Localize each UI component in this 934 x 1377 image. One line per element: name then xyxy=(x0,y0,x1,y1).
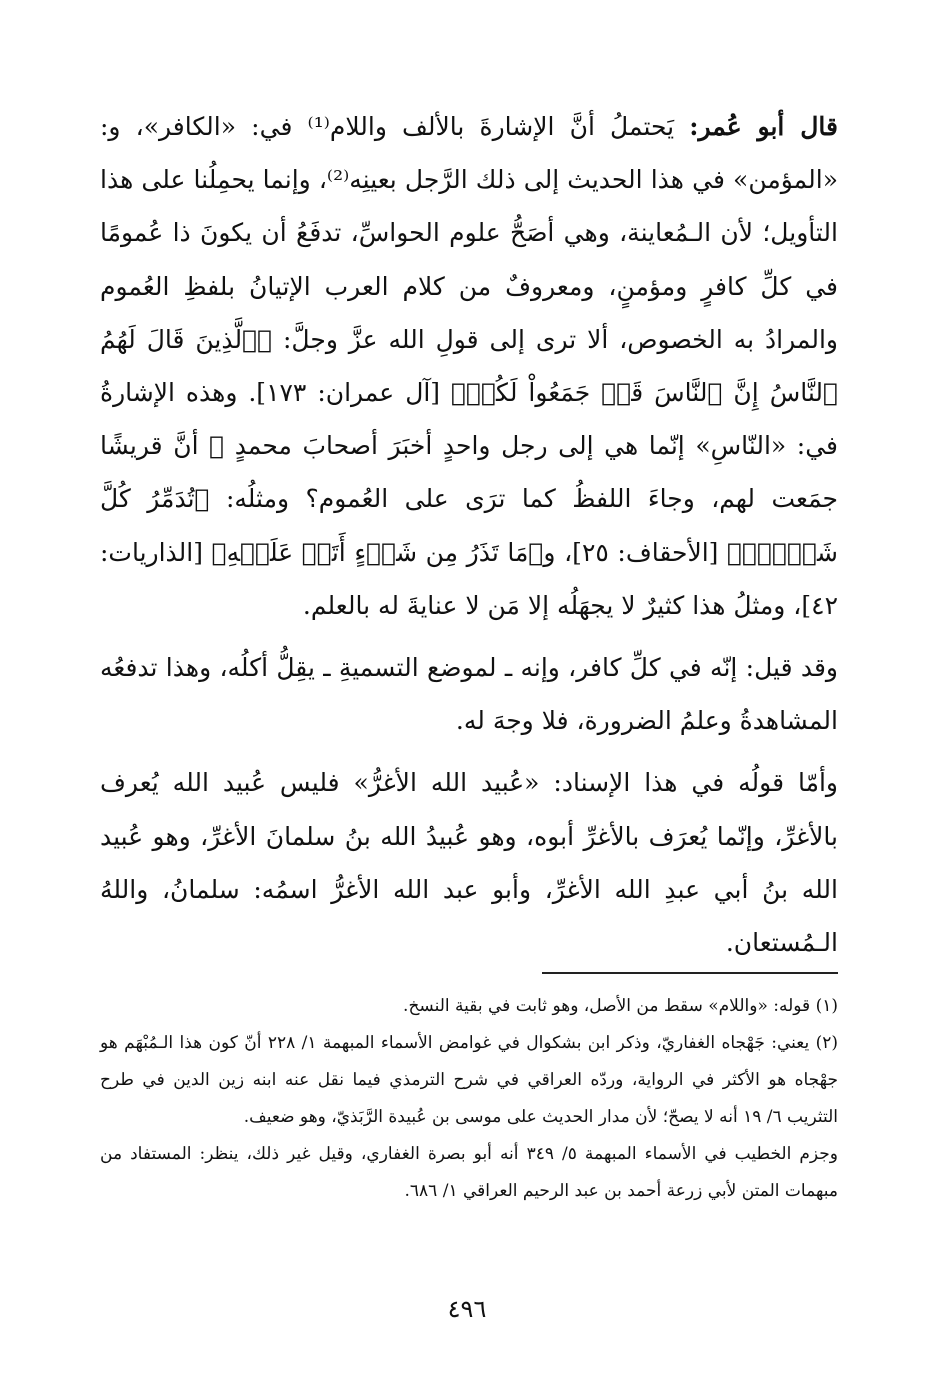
main-text xyxy=(100,100,838,969)
page-number: ٤٩٦ xyxy=(447,1295,487,1323)
footnote-divider xyxy=(542,972,838,974)
paragraph-3: وأمّا قولُه في هذا الإسناد: «عُبيد الله الأغرُّ» فليس عُبيد الله يُعرف بالأغرِّ، وإنّما يُعرَف بالأغرِّ أبوه، وهو عُبيدُ الله بنُ سلمانَ الأغرِّ، وهو عُبيد الله بنُ أبي عبدِ الله الأغرِّ، وأبو عبد الله الأغرُّ اسمُه: سلمانُ، واللهُ الـمُستعان. xyxy=(100,768,838,958)
footnote-2: (٢) يعني: جَهْجاه الغفاريّ، وذكر ابن بشكوال في غوامض الأسماء المبهمة ١/ ٢٢٨ أنّ كون هذا الـمُبْهَم هو جهْجاه هو الأكثر في الرواية، وردّه العراقي في شرح الترمذي فيما نقل عنه ابنه زين الدين في طرح التثريب ٦/ ١٩ أنه لا يصحّ؛ لأن مدار الحديث على موسى بن عُبيدة الرَّبَذيّ، وهو ضعيف. xyxy=(100,1033,838,1127)
footnote-2-continued: وجزم الخطيب في الأسماء المبهمة ٥/ ٣٤٩ أنه أبو بصرة الغفاري، وقيل غير ذلك، ينظر: المستفاد من مبهمات المتن لأبي زرعة أحمد بن عبد الرحيم العراقي ١/ ٦٨٦. xyxy=(100,1144,838,1201)
footnote-1: (١) قوله: «واللام» سقط من الأصل، وهو ثابت في بقية النسخ. xyxy=(403,996,838,1016)
paragraph-1 xyxy=(100,100,838,632)
paragraph-2: وقد قيل: إنّه في كلِّ كافر، وإنه ـ لموضع التسميةِ ـ يقِلُّ أكلُه، وهذا تدفعُه المشاهدةُ وعلمُ الضرورة، فلا وجهَ له. xyxy=(100,653,838,736)
paragraph-1-lead: قال أبو عُمر: xyxy=(689,112,838,141)
paragraph-1-text: يَحتملُ أنَّ الإشارةَ بالألف واللام⁽¹⁾ في: «الكافر»، و: «المؤمن» في هذا الحديث إلى ذلك الرَّجل بعينِه⁽²⁾، وإنما يحمِلُنا على هذا التأويل؛ لأن الـمُعاينة، وهي أصَحُّ علوم الحواسِّ، تدفَعُ أن يكونَ ذا عُمومًا في كلِّ كافرٍ ومؤمنٍ، ومعروفٌ من كلام العرب الإتيانُ بلفظِ العُموم والمرادُ به الخصوص، ألا ترى إلى قولِ الله عزَّ وجلَّ: ﴿ٱلَّذِينَ قَالَ لَهُمُ ٱلنَّاسُ إِنَّ ٱلنَّاسَ قَدۡ جَمَعُواْ لَكُمۡ﴾ [آل عمران: ١٧٣]. وهذه الإشارةُ في: «النّاسِ» إنّما هي إلى رجل واحدٍ أخبَرَ أصحابَ محمدٍ ﷺ أنَّ قريشًا جمَعت لهم، وجاءَ اللفظُ كما ترَى على العُموم؟ ومثلُه: ﴿تُدَمِّرُ كُلَّ شَيۡءِۭ﴾ [الأحقاف: ٢٥]، و﴿مَا تَذَرُ مِن شَيۡءٍ أَتَتۡ عَلَيۡهِ﴾ [الذاريات: ٤٢]، ومثلُ هذا كثيرٌ لا يجهَلُه إلا مَن لا عنايةَ له بالعلم. xyxy=(100,112,838,620)
footnotes xyxy=(100,972,838,1210)
